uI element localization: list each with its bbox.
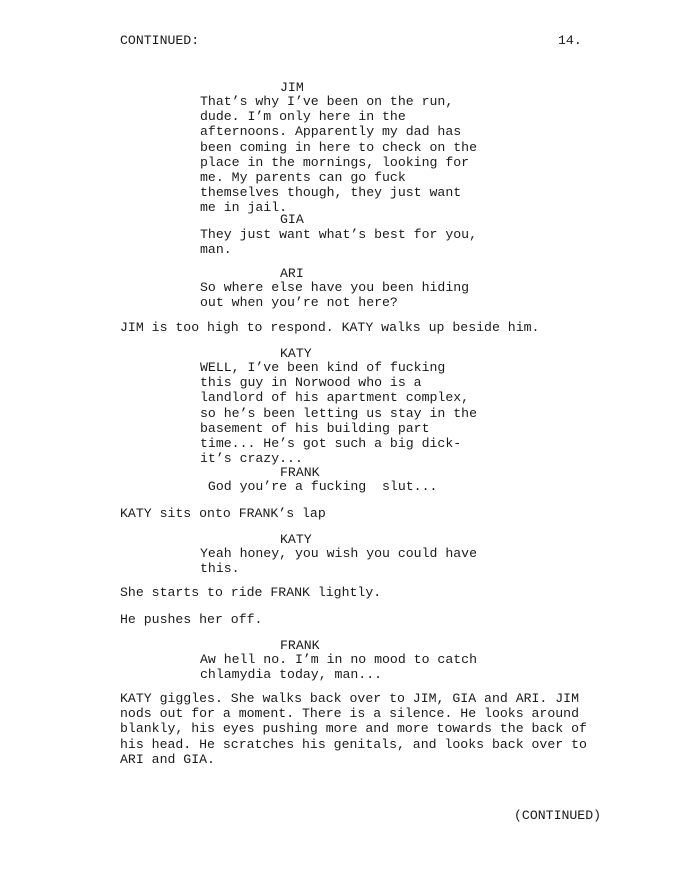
action-paragraph: KATY giggles. She walks back over to JIM, GIA and ARI. JIM nods out for a moment. There is a silence. He looks around blankly, his eyes pushing more and more towards the back of his head. He scratches his genitals, and looks back over to ARI and GIA. [120,691,587,767]
dialogue: So where else have you been hiding out when you’re not here? [200,280,470,311]
character-cue: KATY [280,346,312,361]
action-line: He pushes her off. [120,612,263,627]
character-cue: JIM [280,80,304,95]
character-cue: FRANK [280,465,320,480]
character-cue: FRANK [280,638,320,653]
action-line: She starts to ride FRANK lightly. [120,585,382,600]
dialogue: WELL, I’ve been kind of fucking this guy in Norwood who is a landlord of his apartment complex, so he’s been letting us stay in the basement of his building part time... He’s got such a big dick- it’s crazy... [200,360,477,467]
dialogue: God you’re a fucking slut... [200,479,438,494]
character-cue: GIA [280,212,304,227]
character-cue: KATY [280,532,312,547]
continued-footer: (CONTINUED) [514,808,602,823]
dialogue: Aw hell no. I’m in no mood to catch chlamydia today, man... [200,652,477,683]
action-line: JIM is too high to respond. KATY walks up beside him. [120,320,540,335]
dialogue: They just want what’s best for you, man. [200,227,477,258]
page-number: 14. [558,33,582,48]
dialogue: Yeah honey, you wish you could have this. [200,546,477,577]
action-line: KATY sits onto FRANK’s lap [120,506,326,521]
dialogue: That’s why I’ve been on the run, dude. I’m only here in the afternoons. Apparently my dad has been coming in here to check on the place in the mornings, looking for me. My parents can go fuck themselves though, they just want me in jail. [200,94,477,216]
character-cue: ARI [280,266,304,281]
continued-header: CONTINUED: [120,33,200,48]
